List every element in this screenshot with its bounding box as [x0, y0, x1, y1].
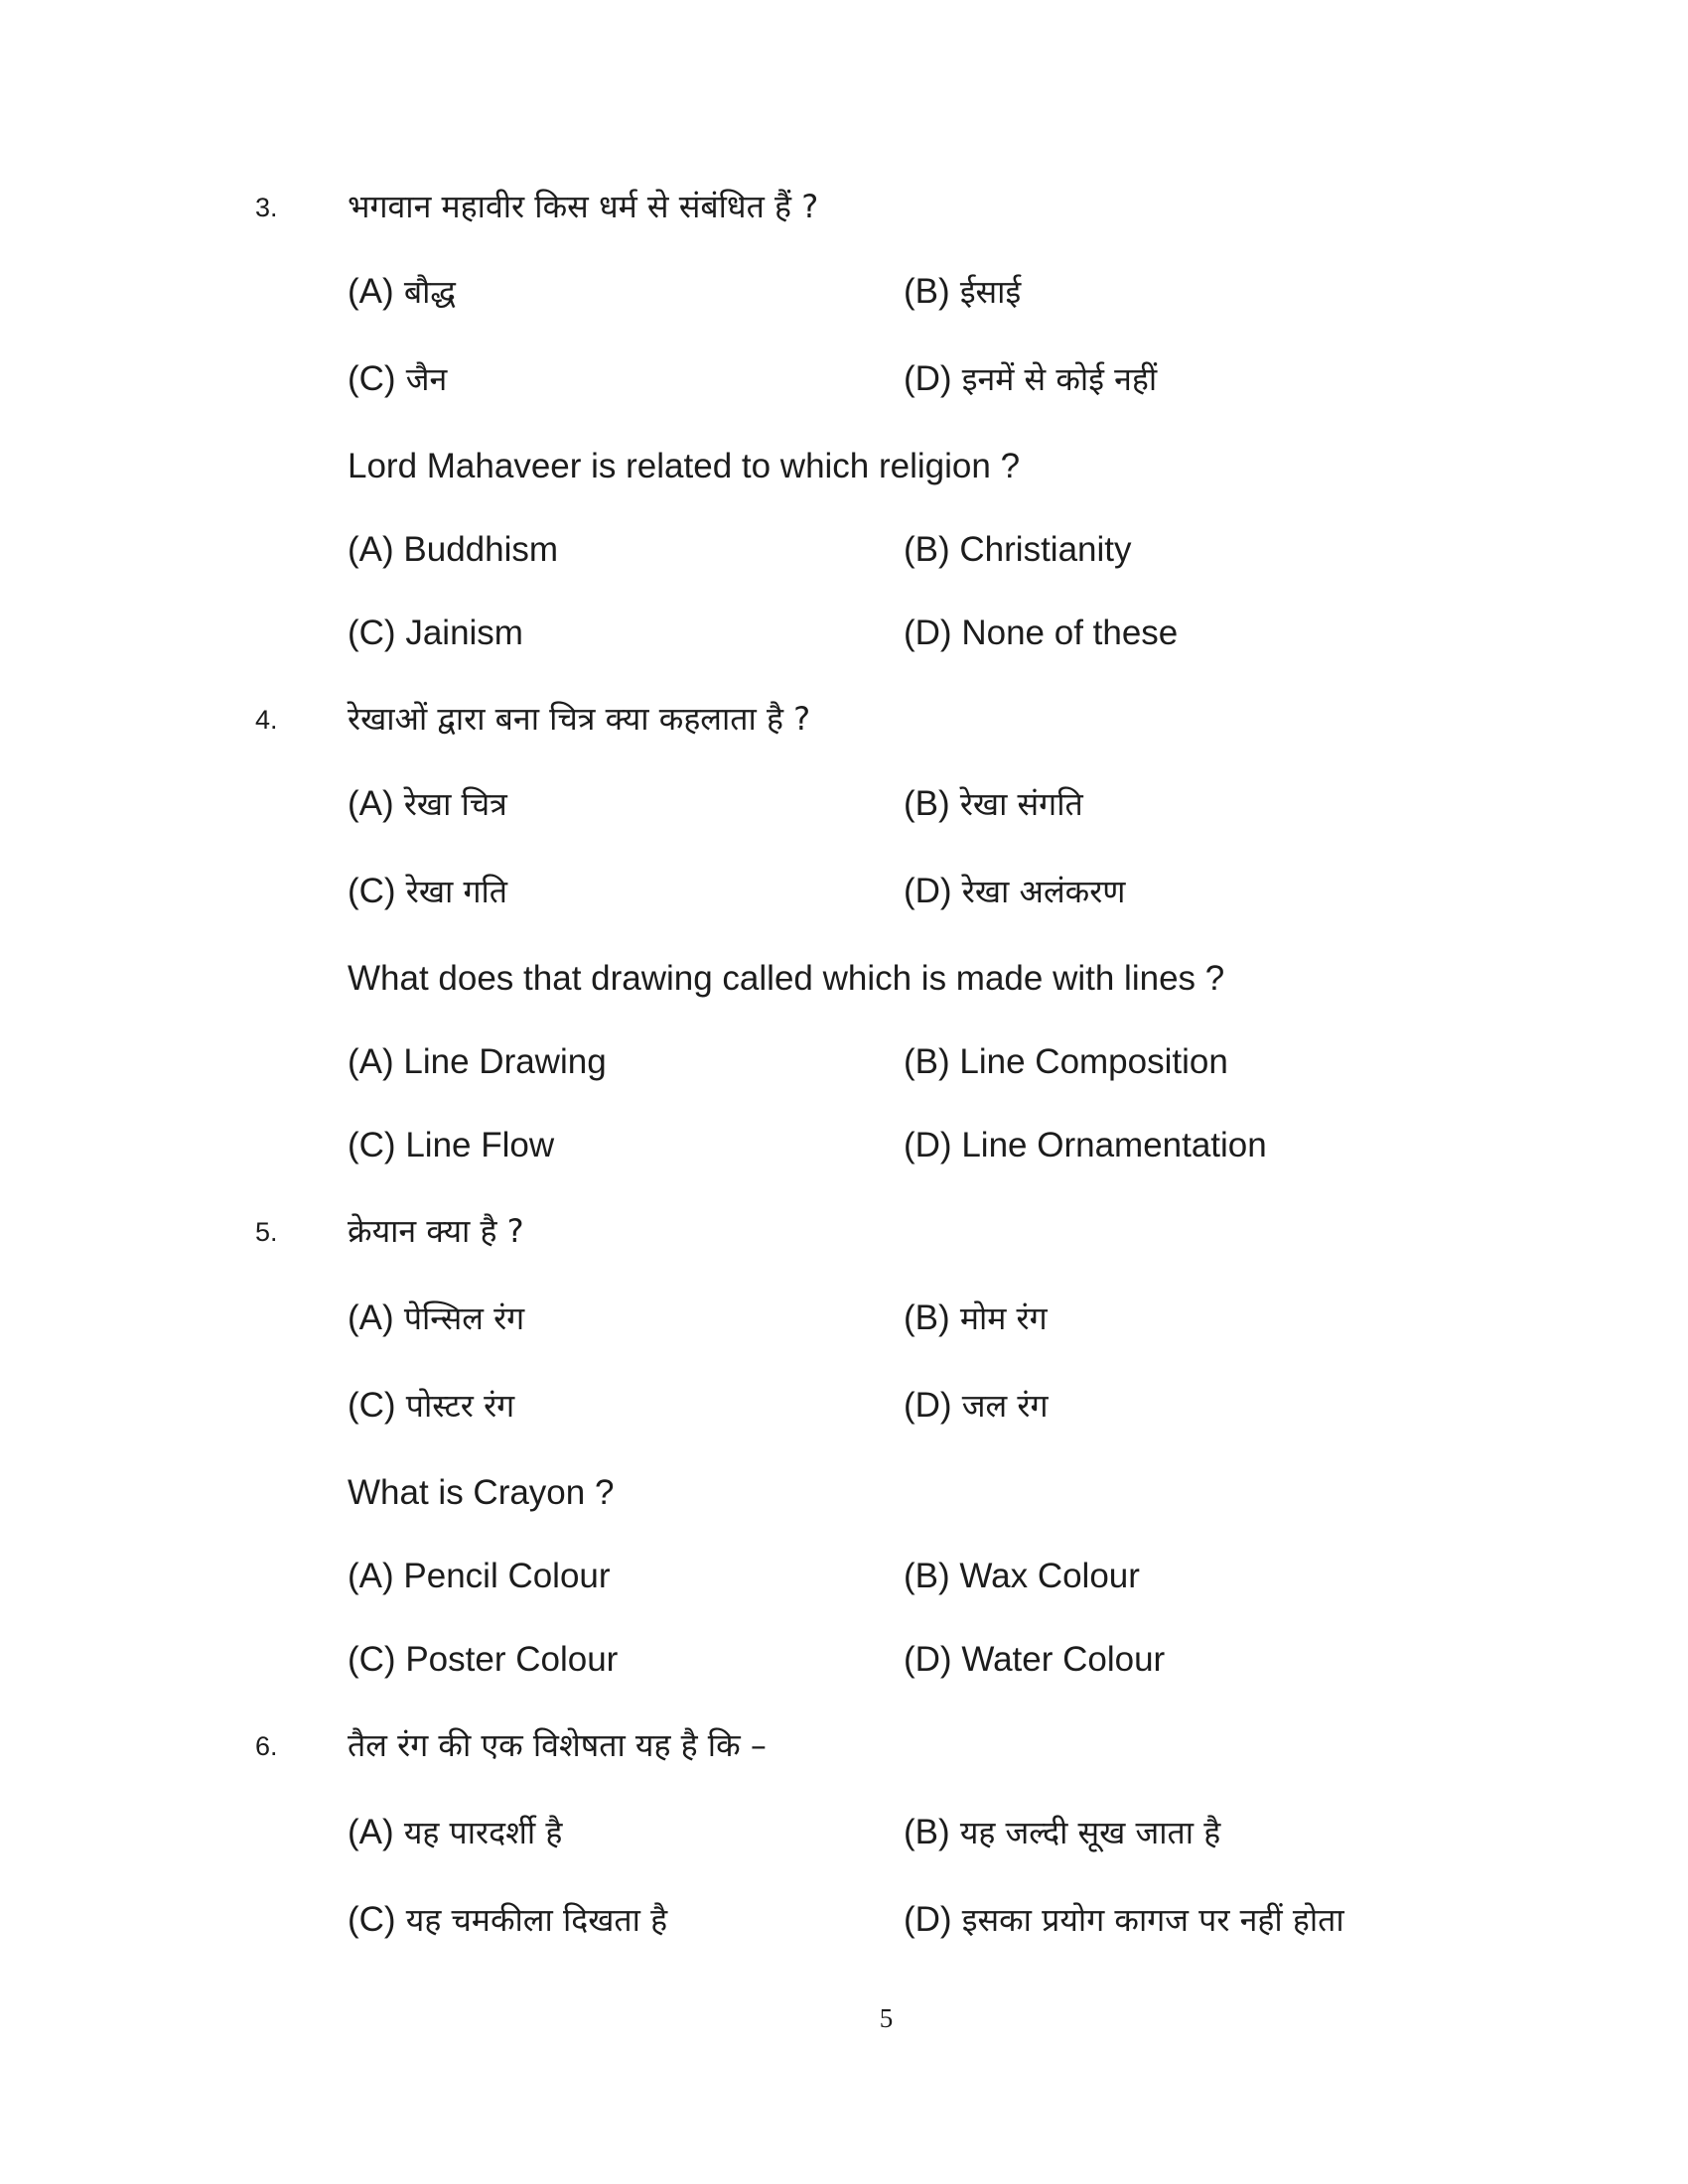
option-label: (B) [904, 1557, 950, 1595]
question-stem-english: What is Crayon ? [348, 1473, 615, 1512]
question-stem-english: What does that drawing called which is made with lines ? [348, 959, 1225, 998]
option-label: (C) [348, 1640, 396, 1679]
option-d-hindi [904, 1384, 1048, 1427]
option-c-hindi [348, 1384, 514, 1427]
option-c-english [348, 614, 523, 653]
option-text: बौद्ध [403, 273, 456, 311]
option-a-hindi [348, 270, 456, 313]
option-text: रेखा संगति [959, 785, 1083, 823]
option-text: यह चमकीला दिखता है [405, 1901, 668, 1939]
option-label: (B) [904, 784, 950, 823]
question-stem-hindi: रेखाओं द्वारा बना चित्र क्या कहलाता है ? [348, 700, 811, 738]
option-text: जल रंग [961, 1387, 1049, 1425]
option-text: Water Colour [961, 1640, 1166, 1679]
option-text: मोम रंग [959, 1299, 1048, 1337]
question-number: 5. [255, 1217, 278, 1247]
option-label: (C) [348, 1126, 396, 1164]
option-label: (A) [348, 1813, 394, 1851]
option-d-hindi [904, 870, 1125, 912]
option-text: Poster Colour [405, 1640, 619, 1679]
question-number: 3. [255, 193, 278, 222]
option-text: जैन [405, 360, 448, 398]
option-text: इसका प्रयोग कागज पर नहीं होता [961, 1901, 1344, 1939]
option-c-hindi [348, 357, 447, 400]
option-text: इनमें से कोई नहीं [961, 360, 1158, 398]
option-text: None of these [961, 614, 1179, 652]
option-a-hindi [348, 1297, 524, 1339]
option-text: Line Drawing [403, 1042, 607, 1081]
page-number: 5 [879, 2003, 894, 2033]
option-text: Pencil Colour [403, 1557, 611, 1595]
option-label: (A) [348, 1298, 394, 1337]
option-label: (B) [904, 1042, 950, 1081]
option-label: (A) [348, 272, 394, 311]
option-label: (C) [348, 872, 396, 910]
option-a-english [348, 530, 558, 570]
option-label: (A) [348, 1042, 394, 1081]
option-label: (D) [904, 872, 952, 910]
question-number: 4. [255, 705, 278, 735]
option-label: (D) [904, 1640, 952, 1679]
option-d-english [904, 1640, 1165, 1680]
option-label: (B) [904, 530, 950, 569]
option-b-hindi [904, 1811, 1220, 1853]
option-label: (B) [904, 272, 950, 311]
option-text: Line Flow [405, 1126, 555, 1164]
option-label: (D) [904, 614, 952, 652]
option-text: पेन्सिल रंग [403, 1299, 525, 1337]
option-text: Christianity [959, 530, 1132, 569]
option-c-english [348, 1126, 554, 1165]
option-label: (C) [348, 1386, 396, 1425]
option-label: (A) [348, 1557, 394, 1595]
option-d-hindi [904, 1898, 1344, 1941]
option-c-hindi [348, 1898, 667, 1941]
option-text: ईसाई [959, 273, 1022, 311]
option-text: Wax Colour [959, 1557, 1140, 1595]
option-text: यह पारदर्शी है [403, 1814, 563, 1851]
option-label: (D) [904, 359, 952, 398]
option-text: रेखा गति [405, 873, 508, 910]
option-text: रेखा अलंकरण [961, 873, 1126, 910]
option-a-hindi [348, 1811, 562, 1853]
option-b-english [904, 1557, 1140, 1596]
option-text: Line Composition [959, 1042, 1228, 1081]
option-a-english [348, 1557, 611, 1596]
option-a-english [348, 1042, 607, 1082]
option-text: Line Ornamentation [961, 1126, 1267, 1164]
question-stem-hindi: भगवान महावीर किस धर्म से संबंधित हैं ? [348, 188, 819, 225]
option-d-hindi [904, 357, 1157, 400]
option-label: (D) [904, 1126, 952, 1164]
option-text: पोस्टर रंग [405, 1387, 515, 1425]
question-number: 6. [255, 1731, 278, 1761]
option-label: (A) [348, 784, 394, 823]
question-stem-hindi: तैल रंग की एक विशेषता यह है कि – [348, 1726, 767, 1764]
option-label: (C) [348, 614, 396, 652]
option-b-english [904, 530, 1132, 570]
option-label: (D) [904, 1386, 952, 1425]
option-c-hindi [348, 870, 507, 912]
option-b-hindi [904, 782, 1083, 825]
option-b-english [904, 1042, 1228, 1082]
option-d-english [904, 1126, 1267, 1165]
question-stem-english: Lord Mahaveer is related to which religion ? [348, 447, 1021, 485]
option-b-hindi [904, 1297, 1048, 1339]
option-b-hindi [904, 270, 1021, 313]
option-label: (C) [348, 1900, 396, 1939]
option-d-english [904, 614, 1178, 653]
option-text: यह जल्दी सूख जाता है [959, 1814, 1221, 1851]
question-stem-hindi: क्रेयान क्या है ? [348, 1212, 524, 1250]
option-label: (C) [348, 359, 396, 398]
option-label: (D) [904, 1900, 952, 1939]
option-label: (B) [904, 1298, 950, 1337]
option-text: Jainism [405, 614, 523, 652]
option-label: (B) [904, 1813, 950, 1851]
option-text: रेखा चित्र [403, 785, 507, 823]
option-label: (A) [348, 530, 394, 569]
option-a-hindi [348, 782, 507, 825]
option-c-english [348, 1640, 618, 1680]
option-text: Buddhism [403, 530, 559, 569]
